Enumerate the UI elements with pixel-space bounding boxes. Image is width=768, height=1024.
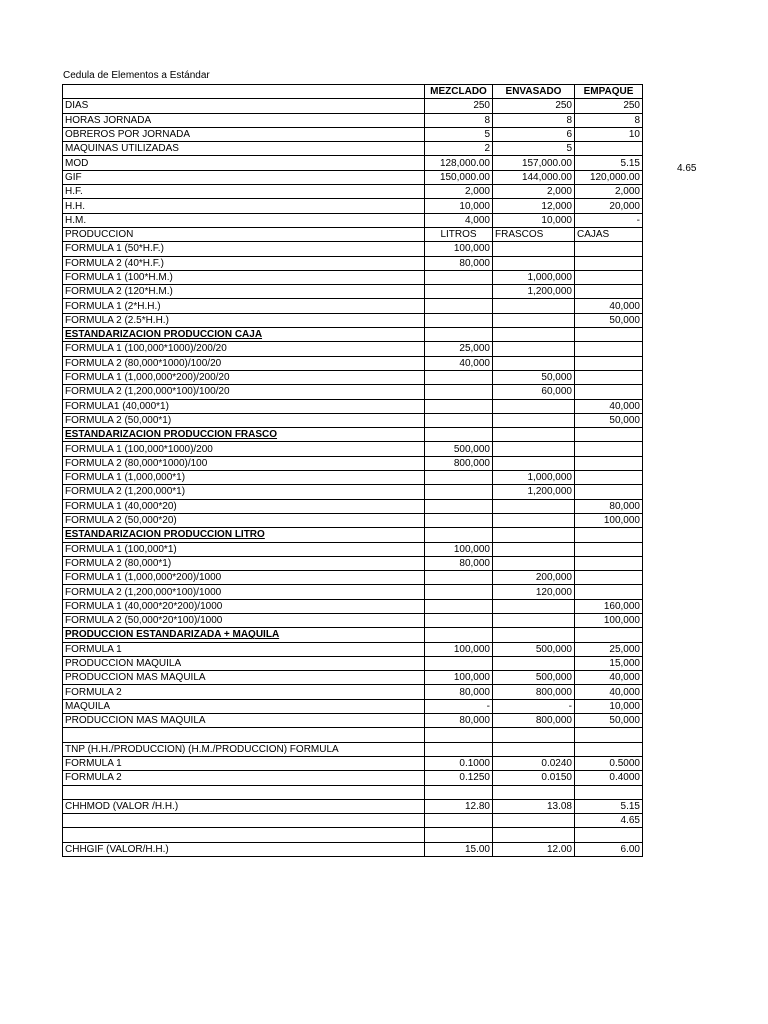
row-label: FORMULA 2 (80,000*1000)/100/20 [63, 356, 425, 370]
cell-empaque [575, 785, 643, 799]
cell-envasado [493, 428, 575, 442]
cell-empaque [575, 428, 643, 442]
cell-mezclado: 40,000 [425, 356, 493, 370]
cell-mezclado [425, 513, 493, 527]
cell-envasado: 250 [493, 99, 575, 113]
row-label: FORMULA 1 [63, 642, 425, 656]
table-row [63, 513, 643, 527]
cell-mezclado [425, 313, 493, 327]
row-label: FORMULA 1 (2*H.H.) [63, 299, 425, 313]
cell-envasado: 1,200,000 [493, 485, 575, 499]
table-row [63, 99, 643, 113]
cell-envasado: 5 [493, 142, 575, 156]
section-title: ESTANDARIZACION PRODUCCION CAJA [63, 328, 425, 342]
row-label [63, 728, 425, 742]
row-label: FORMULA 2 (2.5*H.H.) [63, 313, 425, 327]
row-label: CHHMOD (VALOR /H.H.) [63, 799, 425, 813]
table-row [63, 142, 643, 156]
row-label: PRODUCCION MAS MAQUILA [63, 714, 425, 728]
cell-mezclado: 12.80 [425, 799, 493, 813]
table-row [63, 799, 643, 813]
cell-envasado [493, 542, 575, 556]
cell-empaque: 40,000 [575, 399, 643, 413]
cell-mezclado: 0.1250 [425, 771, 493, 785]
table-row [63, 714, 643, 728]
table-row [63, 742, 643, 756]
row-label: FORMULA 1 (50*H.F.) [63, 242, 425, 256]
row-label: FORMULA1 (40,000*1) [63, 399, 425, 413]
cell-empaque: 40,000 [575, 671, 643, 685]
cell-empaque: 0.4000 [575, 771, 643, 785]
cell-mezclado [425, 656, 493, 670]
cell-envasado: 12,000 [493, 199, 575, 213]
cell-empaque [575, 142, 643, 156]
cell-envasado [493, 828, 575, 842]
cell-mezclado: 500,000 [425, 442, 493, 456]
table-row [63, 370, 643, 384]
cell-mezclado: 150,000.00 [425, 170, 493, 184]
row-label: TNP (H.H./PRODUCCION) (H.M./PRODUCCION) FORMULA [63, 742, 425, 756]
section-header-row [63, 428, 643, 442]
row-label [63, 785, 425, 799]
cell-empaque: 0.5000 [575, 756, 643, 770]
cell-empaque: 10,000 [575, 699, 643, 713]
row-label: FORMULA 2 (1,200,000*100)/1000 [63, 585, 425, 599]
standard-elements-table [62, 84, 643, 857]
col-header-mezclado: MEZCLADO [425, 85, 493, 99]
cell-empaque [575, 728, 643, 742]
cell-envasado [493, 356, 575, 370]
section-title: ESTANDARIZACION PRODUCCION FRASCO [63, 428, 425, 442]
cell-empaque [575, 385, 643, 399]
table-row [63, 442, 643, 456]
table-row [63, 556, 643, 570]
cell-mezclado: 128,000.00 [425, 156, 493, 170]
row-label: FORMULA 2 [63, 685, 425, 699]
cell-mezclado [425, 285, 493, 299]
cell-mezclado [425, 413, 493, 427]
cell-envasado [493, 656, 575, 670]
cell-empaque: 2,000 [575, 185, 643, 199]
cell-envasado: 2,000 [493, 185, 575, 199]
cell-mezclado [425, 742, 493, 756]
cell-mezclado: 8 [425, 113, 493, 127]
table-row [63, 313, 643, 327]
cell-empaque [575, 585, 643, 599]
cell-mezclado [425, 571, 493, 585]
cell-mezclado: 100,000 [425, 642, 493, 656]
cell-empaque: 160,000 [575, 599, 643, 613]
row-label: CHHGIF (VALOR/H.H.) [63, 842, 425, 856]
table-row [63, 471, 643, 485]
cell-envasado: 1,200,000 [493, 285, 575, 299]
cell-envasado [493, 613, 575, 627]
table-row [63, 242, 643, 256]
row-label: FORMULA 2 [63, 771, 425, 785]
cell-envasado [493, 742, 575, 756]
cell-empaque [575, 342, 643, 356]
cell-empaque [575, 742, 643, 756]
cell-empaque [575, 471, 643, 485]
cell-envasado: FRASCOS [493, 227, 575, 241]
cell-mezclado: 10,000 [425, 199, 493, 213]
cell-empaque: 15,000 [575, 656, 643, 670]
cell-empaque: 40,000 [575, 685, 643, 699]
cell-empaque: - [575, 213, 643, 227]
cell-mezclado: 5 [425, 127, 493, 141]
cell-mezclado: 25,000 [425, 342, 493, 356]
cell-empaque: 40,000 [575, 299, 643, 313]
cell-envasado: 0.0150 [493, 771, 575, 785]
cell-mezclado: 80,000 [425, 714, 493, 728]
cell-envasado [493, 513, 575, 527]
cell-mezclado: 2 [425, 142, 493, 156]
section-title: PRODUCCION ESTANDARIZADA + MAQUILA [63, 628, 425, 642]
table-row [63, 256, 643, 270]
cell-mezclado: 15.00 [425, 842, 493, 856]
cell-mezclado [425, 613, 493, 627]
cell-envasado: 60,000 [493, 385, 575, 399]
cell-mezclado: - [425, 699, 493, 713]
row-label: PRODUCCION MAQUILA [63, 656, 425, 670]
row-label: H.H. [63, 199, 425, 213]
table-row [63, 213, 643, 227]
row-label [63, 828, 425, 842]
table-row [63, 828, 643, 842]
cell-empaque: 6.00 [575, 842, 643, 856]
cell-envasado [493, 814, 575, 828]
cell-envasado: 13.08 [493, 799, 575, 813]
cell-empaque: 120,000.00 [575, 170, 643, 184]
cell-envasado: - [493, 699, 575, 713]
cell-mezclado [425, 399, 493, 413]
cell-envasado [493, 328, 575, 342]
section-header-row [63, 528, 643, 542]
cell-mezclado: 0.1000 [425, 756, 493, 770]
row-label [63, 814, 425, 828]
cell-mezclado: 250 [425, 99, 493, 113]
cell-envasado [493, 442, 575, 456]
table-row [63, 599, 643, 613]
table-row [63, 485, 643, 499]
cell-envasado [493, 628, 575, 642]
cell-envasado: 500,000 [493, 671, 575, 685]
table-row [63, 785, 643, 799]
cell-mezclado [425, 828, 493, 842]
cell-envasado: 157,000.00 [493, 156, 575, 170]
table-row [63, 571, 643, 585]
col-header-empaque: EMPAQUE [575, 85, 643, 99]
cell-empaque: 50,000 [575, 313, 643, 327]
section-header-row [63, 628, 643, 642]
cell-envasado [493, 728, 575, 742]
cell-envasado [493, 399, 575, 413]
cell-envasado: 1,000,000 [493, 471, 575, 485]
row-label: FORMULA 2 (50,000*20) [63, 513, 425, 527]
section-header-row [63, 328, 643, 342]
cell-empaque: 8 [575, 113, 643, 127]
row-label: FORMULA 2 (80,000*1000)/100 [63, 456, 425, 470]
cell-envasado [493, 528, 575, 542]
row-label: GIF [63, 170, 425, 184]
table-row [63, 413, 643, 427]
cell-mezclado: LITROS [425, 227, 493, 241]
cell-empaque: 20,000 [575, 199, 643, 213]
row-label: FORMULA 2 (1,200,000*100)/100/20 [63, 385, 425, 399]
cell-empaque: 100,000 [575, 513, 643, 527]
cell-mezclado: 80,000 [425, 556, 493, 570]
row-label: FORMULA 1 (100*H.M.) [63, 270, 425, 284]
cell-empaque: 50,000 [575, 714, 643, 728]
sheet-title: Cedula de Elementos a Estándar [63, 70, 210, 81]
row-label: PRODUCCION MAS MAQUILA [63, 671, 425, 685]
cell-mezclado [425, 814, 493, 828]
table-row [63, 499, 643, 513]
cell-empaque: 4.65 [575, 814, 643, 828]
table-row [63, 342, 643, 356]
row-label: DIAS [63, 99, 425, 113]
cell-mezclado [425, 528, 493, 542]
cell-mezclado: 100,000 [425, 542, 493, 556]
cell-envasado [493, 299, 575, 313]
cell-envasado [493, 599, 575, 613]
cell-empaque [575, 571, 643, 585]
cell-empaque: 25,000 [575, 642, 643, 656]
cell-mezclado [425, 328, 493, 342]
cell-envasado [493, 342, 575, 356]
row-label: FORMULA 2 (50,000*1) [63, 413, 425, 427]
row-label: FORMULA 2 (40*H.F.) [63, 256, 425, 270]
table-row [63, 699, 643, 713]
cell-mezclado: 100,000 [425, 242, 493, 256]
table-row [63, 270, 643, 284]
row-label: FORMULA 1 (100,000*1000)/200 [63, 442, 425, 456]
cell-mezclado [425, 785, 493, 799]
cell-envasado: 1,000,000 [493, 270, 575, 284]
cell-mezclado: 2,000 [425, 185, 493, 199]
cell-empaque: 10 [575, 127, 643, 141]
table-row [63, 199, 643, 213]
cell-empaque [575, 285, 643, 299]
cell-mezclado [425, 585, 493, 599]
cell-empaque: 5.15 [575, 799, 643, 813]
cell-envasado [493, 242, 575, 256]
cell-envasado: 800,000 [493, 685, 575, 699]
table-row [63, 728, 643, 742]
cell-envasado: 200,000 [493, 571, 575, 585]
cell-mezclado [425, 499, 493, 513]
table-row [63, 456, 643, 470]
cell-envasado: 10,000 [493, 213, 575, 227]
section-title: ESTANDARIZACION PRODUCCION LITRO [63, 528, 425, 542]
cell-empaque [575, 442, 643, 456]
cell-empaque [575, 242, 643, 256]
cell-envasado: 144,000.00 [493, 170, 575, 184]
cell-envasado: 50,000 [493, 370, 575, 384]
table-row [63, 814, 643, 828]
row-label: MAQUINAS UTILIZADAS [63, 142, 425, 156]
cell-empaque [575, 456, 643, 470]
header-corner [63, 85, 425, 99]
table-row [63, 127, 643, 141]
cell-empaque: 80,000 [575, 499, 643, 513]
row-label: PRODUCCION [63, 227, 425, 241]
cell-empaque [575, 485, 643, 499]
cell-mezclado [425, 370, 493, 384]
cell-mezclado: 80,000 [425, 685, 493, 699]
row-label: FORMULA 1 (40,000*20) [63, 499, 425, 513]
table-row [63, 671, 643, 685]
table-row [63, 642, 643, 656]
table-row [63, 656, 643, 670]
cell-envasado: 12.00 [493, 842, 575, 856]
cell-envasado [493, 785, 575, 799]
cell-empaque [575, 328, 643, 342]
table-row [63, 285, 643, 299]
cell-empaque: 250 [575, 99, 643, 113]
cell-empaque: 100,000 [575, 613, 643, 627]
cell-empaque [575, 270, 643, 284]
cell-envasado [493, 256, 575, 270]
cell-empaque [575, 556, 643, 570]
table-row [63, 842, 643, 856]
side-note-value: 4.65 [677, 163, 697, 174]
cell-envasado [493, 413, 575, 427]
row-label: FORMULA 1 [63, 756, 425, 770]
cell-mezclado [425, 270, 493, 284]
cell-empaque: CAJAS [575, 227, 643, 241]
cell-empaque: 50,000 [575, 413, 643, 427]
row-label: FORMULA 1 (40,000*20*200)/1000 [63, 599, 425, 613]
cell-empaque [575, 528, 643, 542]
cell-envasado: 6 [493, 127, 575, 141]
cell-mezclado [425, 428, 493, 442]
cell-mezclado [425, 471, 493, 485]
cell-envasado: 800,000 [493, 714, 575, 728]
table-row [63, 399, 643, 413]
row-label: MOD [63, 156, 425, 170]
cell-mezclado: 4,000 [425, 213, 493, 227]
table-row [63, 170, 643, 184]
cell-mezclado: 80,000 [425, 256, 493, 270]
table-row [63, 227, 643, 241]
cell-envasado [493, 556, 575, 570]
row-label: FORMULA 1 (1,000,000*200)/1000 [63, 571, 425, 585]
row-label: FORMULA 2 (80,000*1) [63, 556, 425, 570]
cell-envasado [493, 313, 575, 327]
col-header-envasado: ENVASADO [493, 85, 575, 99]
cell-mezclado [425, 628, 493, 642]
row-label: FORMULA 1 (100,000*1) [63, 542, 425, 556]
cell-empaque [575, 370, 643, 384]
cell-envasado [493, 456, 575, 470]
row-label: FORMULA 1 (1,000,000*1) [63, 471, 425, 485]
cell-envasado: 0.0240 [493, 756, 575, 770]
table-row [63, 613, 643, 627]
table-row [63, 542, 643, 556]
row-label: H.M. [63, 213, 425, 227]
cell-mezclado [425, 599, 493, 613]
table-row [63, 299, 643, 313]
table-row [63, 685, 643, 699]
cell-empaque [575, 542, 643, 556]
cell-envasado: 120,000 [493, 585, 575, 599]
row-label: MAQUILA [63, 699, 425, 713]
table-row [63, 385, 643, 399]
row-label: FORMULA 2 (1,200,000*1) [63, 485, 425, 499]
cell-envasado: 500,000 [493, 642, 575, 656]
table-row [63, 771, 643, 785]
cell-mezclado [425, 728, 493, 742]
cell-mezclado [425, 485, 493, 499]
table-row [63, 356, 643, 370]
table-row [63, 185, 643, 199]
cell-envasado [493, 499, 575, 513]
cell-envasado: 8 [493, 113, 575, 127]
cell-empaque [575, 356, 643, 370]
cell-mezclado: 100,000 [425, 671, 493, 685]
row-label: OBREROS POR JORNADA [63, 127, 425, 141]
row-label: HORAS JORNADA [63, 113, 425, 127]
row-label: FORMULA 2 (50,000*20*100)/1000 [63, 613, 425, 627]
table-row [63, 113, 643, 127]
cell-empaque [575, 628, 643, 642]
cell-mezclado: 800,000 [425, 456, 493, 470]
row-label: FORMULA 1 (1,000,000*200)/200/20 [63, 370, 425, 384]
cell-mezclado [425, 299, 493, 313]
cell-empaque [575, 256, 643, 270]
row-label: FORMULA 1 (100,000*1000)/200/20 [63, 342, 425, 356]
row-label: FORMULA 2 (120*H.M.) [63, 285, 425, 299]
table-row [63, 585, 643, 599]
table-row [63, 156, 643, 170]
header-row [63, 85, 643, 99]
table-row [63, 756, 643, 770]
cell-empaque: 5.15 [575, 156, 643, 170]
cell-empaque [575, 828, 643, 842]
cell-mezclado [425, 385, 493, 399]
row-label: H.F. [63, 185, 425, 199]
